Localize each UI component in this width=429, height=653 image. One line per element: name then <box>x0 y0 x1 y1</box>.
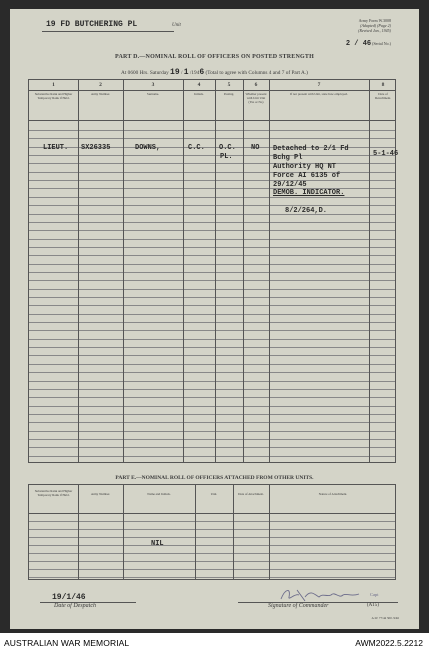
entry-posting-2: PL. <box>220 153 233 161</box>
ruled-line <box>29 138 395 139</box>
ruled-line <box>29 222 395 223</box>
caption-right: AWM2022.5.2212 <box>355 638 423 648</box>
column-number: 8 <box>381 82 385 88</box>
entry-posting: O.C. <box>219 144 236 152</box>
ruled-line <box>29 314 395 315</box>
ruled-line <box>29 529 395 530</box>
at-prefix: At 0600 Hrs. Saturday <box>121 70 169 76</box>
form-reference <box>358 18 391 34</box>
form-sheet <box>10 9 419 629</box>
column-header-rank: Substantive Rank and Higher Temporary Rank if Held. <box>34 489 73 497</box>
column-number: 7 <box>317 82 321 88</box>
column-divider <box>269 80 270 462</box>
column-header-surname: Surname. <box>146 92 160 96</box>
printer-reference: A.W. 77/44 500. 9/46 <box>371 616 399 620</box>
employed-line: Authority HQ NT <box>273 163 337 171</box>
column-header-army-number: Army Number. <box>90 492 111 496</box>
ruled-line <box>29 289 395 290</box>
ruled-line <box>29 247 395 248</box>
column-divider <box>269 485 270 579</box>
employed-line: 29/12/45 <box>273 181 307 189</box>
column-divider <box>123 80 124 462</box>
column-header-initials: Initials. <box>194 92 204 96</box>
ruled-line <box>29 347 395 348</box>
part-e-heading: PART E.—NOMINAL ROLL OF OFFICERS ATTACHED FROM OTHER UNITS. <box>115 475 314 481</box>
serial-label: (Serial No.) <box>372 41 391 46</box>
ruled-line <box>29 305 395 306</box>
serial-number <box>346 40 391 48</box>
demob-indicator: DEMOB. INDICATOR. <box>273 189 345 197</box>
unit-label: Unit <box>172 23 181 28</box>
column-header-present: Whether present with Unit Unit (Yes or No) <box>245 92 267 104</box>
column-divider <box>183 80 184 462</box>
ruled-line <box>29 205 395 206</box>
ruled-line <box>29 545 395 546</box>
ruled-line <box>29 537 395 538</box>
ruled-line <box>29 561 395 562</box>
ruled-line <box>29 431 395 432</box>
ruled-line <box>29 439 395 440</box>
ruled-line <box>29 389 395 390</box>
form-ref-line-3: (Revised Jan., 1945) <box>358 28 391 34</box>
table-divider <box>29 120 395 121</box>
date-day: 19 <box>170 68 180 77</box>
column-header-employed: If not present with Unit, state how employed. <box>290 92 348 96</box>
entry-surname: DOWNS, <box>135 144 161 152</box>
ruled-line <box>29 577 395 578</box>
demob-indicator-ref: 8/2/264,D. <box>285 207 328 215</box>
column-header-nature: Nature of Attachment. <box>318 492 348 496</box>
column-number: 5 <box>227 82 231 88</box>
ruled-line <box>29 422 395 423</box>
entry-nil: NIL <box>151 540 164 548</box>
ruled-line <box>29 447 395 448</box>
ruled-line <box>29 456 395 457</box>
column-header-posting: Posting. <box>223 92 235 96</box>
ruled-line <box>29 521 395 522</box>
ruled-line <box>29 330 395 331</box>
despatch-date: 19/1/46 <box>52 593 86 602</box>
rank-stamp: Capt <box>370 592 379 597</box>
entry-army-number: SX26335 <box>81 144 111 152</box>
signature-paren: (A15) <box>367 603 379 608</box>
entry-rank: LIEUT. <box>43 144 69 152</box>
ruled-line <box>29 355 395 356</box>
ruled-line <box>29 214 395 215</box>
column-header-rank: Substantive Rank and Higher Temporary Rank if Held. <box>34 92 73 100</box>
column-header-army-number: Army Number. <box>90 92 111 96</box>
employed-line: Force AI 6135 of <box>273 172 341 180</box>
employed-line: Detached to 2/1 Fd <box>273 145 349 153</box>
ruled-line <box>29 397 395 398</box>
column-header-unit: Unit. <box>210 492 218 496</box>
column-header-attach-date: Date of Attachment. <box>238 492 264 496</box>
date-year-prefix: /194 <box>189 70 200 76</box>
ruled-line <box>29 297 395 298</box>
date-month: 1 <box>183 68 189 77</box>
despatch-label: Date of Despatch <box>54 603 96 609</box>
ruled-line <box>29 553 395 554</box>
column-header-detach-date: Date of Detachment. <box>374 92 392 100</box>
column-divider <box>369 80 370 462</box>
at-suffix: (Total to agree with Columns 4 and 7 of Part A.) <box>205 70 308 76</box>
ruled-line <box>29 364 395 365</box>
column-header-name: Name and Initials. <box>147 492 171 496</box>
unit-underline <box>42 31 174 32</box>
employed-line: Bchg Pl <box>273 154 303 162</box>
signature-label: Signature of Commander <box>268 603 329 609</box>
ruled-line <box>29 322 395 323</box>
ruled-line <box>29 230 395 231</box>
part-d-date-line: At 0600 Hrs. Saturday 19 / 1 /1946 (Total to agree with Columns 4 and 7 of Part A.) <box>121 68 308 77</box>
form-ref-line-1: Army Form W.3008 <box>358 18 391 23</box>
column-number: 6 <box>254 82 258 88</box>
ruled-line <box>29 239 395 240</box>
column-divider <box>215 80 216 462</box>
ruled-line <box>29 372 395 373</box>
part-d-table <box>28 79 399 463</box>
column-number: 2 <box>99 82 102 88</box>
ruled-line <box>29 339 395 340</box>
caption-left: AUSTRALIAN WAR MEMORIAL <box>4 638 130 648</box>
column-divider <box>78 80 79 462</box>
serial-value: 2 / 46 <box>345 40 372 48</box>
entry-detach-date: 5-1-46 <box>373 150 399 158</box>
column-divider <box>243 80 244 462</box>
column-number: 3 <box>151 82 155 88</box>
ruled-line <box>29 272 395 273</box>
ruled-line <box>29 280 395 281</box>
ruled-line <box>29 255 395 256</box>
entry-initials: C.C. <box>188 144 205 152</box>
ruled-line <box>29 264 395 265</box>
ruled-line <box>29 414 395 415</box>
form-ref-line-2: (Adapted) (Page 2) <box>360 23 391 29</box>
date-year-digit: 6 <box>199 68 205 77</box>
ruled-line <box>29 569 395 570</box>
ruled-line <box>29 406 395 407</box>
unit-value: 19 FD BUTCHERING PL <box>46 20 138 29</box>
entry-employed <box>273 145 349 190</box>
ruled-line <box>29 130 395 131</box>
part-d-heading: PART D.—NOMINAL ROLL OF OFFICERS ON POSTED STRENGTH <box>115 54 314 60</box>
column-number: 1 <box>52 82 55 88</box>
part-e-table <box>28 484 396 580</box>
caption-bar <box>0 633 429 653</box>
ruled-line <box>29 381 395 382</box>
entry-present: NO <box>251 144 260 152</box>
column-number: 4 <box>197 82 201 88</box>
